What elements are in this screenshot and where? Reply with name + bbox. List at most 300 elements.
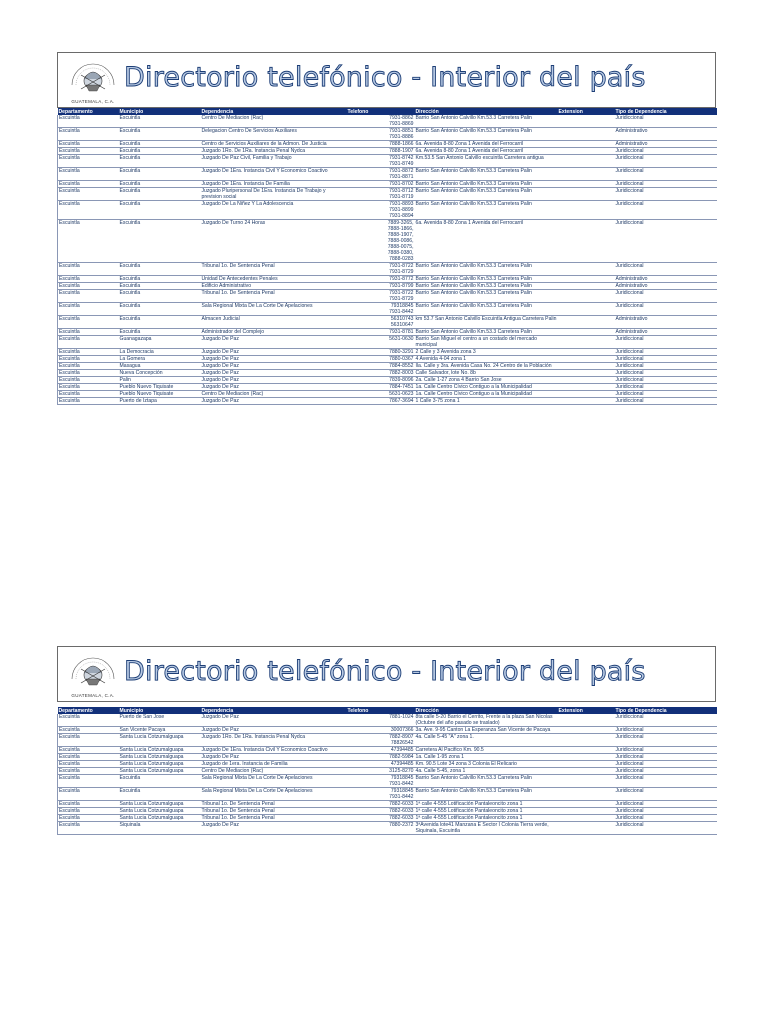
cell-departamento: Escuintla bbox=[58, 336, 119, 349]
cell-extension bbox=[558, 363, 615, 370]
header-extension: Extension bbox=[558, 108, 583, 115]
table-row bbox=[58, 384, 717, 391]
cell-tipo-dependencia: Administrativo bbox=[615, 141, 717, 148]
cell-direccion: Barrio San Antonio Calvillo Km.53.3 Carretera Palin bbox=[415, 263, 558, 276]
cell-departamento: Escuintla bbox=[58, 815, 119, 822]
cell-tipo-dependencia: Juridiccional bbox=[615, 391, 717, 398]
cell-extension bbox=[558, 168, 615, 181]
cell-extension bbox=[558, 128, 615, 141]
cell-dependencia: Edificio Administrativo bbox=[201, 283, 347, 290]
cell-dependencia: Sala Regional Mixta De La Corte De Apelaciones bbox=[201, 775, 347, 788]
cell-tipo-dependencia: Juridiccional bbox=[615, 714, 717, 727]
cell-dependencia: Unidad De Antecedentes Penales bbox=[201, 276, 347, 283]
table-row bbox=[58, 815, 717, 822]
cell-municipio: Escuintla bbox=[119, 181, 201, 188]
cell-tipo-dependencia: Administrativo bbox=[615, 128, 717, 141]
cell-departamento: Escuintla bbox=[58, 768, 119, 775]
cell-tipo-dependencia: Juridiccional bbox=[615, 775, 717, 788]
cell-tipo-dependencia: Juridiccional bbox=[615, 115, 717, 128]
cell-direccion: Carretera Al Pacifico Km. 90.5 bbox=[415, 747, 558, 754]
cell-telefono: 56310743 56310647 bbox=[347, 316, 415, 329]
cell-departamento: Escuintla bbox=[58, 363, 119, 370]
table-row bbox=[58, 128, 717, 141]
cell-dependencia: Juzgado De Paz bbox=[201, 356, 347, 363]
table-row bbox=[58, 220, 717, 263]
cell-municipio: Santa Lucia Cotzumalguapa bbox=[119, 815, 201, 822]
cell-extension bbox=[558, 754, 615, 761]
cell-telefono: 47394485 bbox=[347, 761, 415, 768]
cell-extension bbox=[558, 714, 615, 727]
cell-departamento: Escuintla bbox=[58, 283, 119, 290]
cell-municipio: Puerto de Iztapa bbox=[119, 398, 201, 405]
cell-tipo-dependencia: Juridiccional bbox=[615, 754, 717, 761]
cell-extension bbox=[558, 336, 615, 349]
table-header-row bbox=[58, 108, 717, 115]
cell-municipio: Escuintla bbox=[119, 201, 201, 220]
cell-telefono: 7882-6033 bbox=[347, 815, 415, 822]
cell-direccion: Barrio San Antonio Calvillo Km.53.3 Carretera Palin bbox=[415, 276, 558, 283]
table-header-row bbox=[58, 707, 717, 714]
cell-municipio: Escuintla bbox=[119, 141, 201, 148]
cell-departamento: Escuintla bbox=[58, 168, 119, 181]
cell-dependencia: Juzgado 1Ro. De 1Ra. Instancia Penal Nydca bbox=[201, 734, 347, 747]
cell-municipio: Escuintla bbox=[119, 263, 201, 276]
cell-telefono: 7882-6033 bbox=[347, 808, 415, 815]
table-row bbox=[58, 377, 717, 384]
header-telefono: Telefono bbox=[347, 707, 369, 714]
cell-extension bbox=[558, 761, 615, 768]
table-row bbox=[58, 303, 717, 316]
cell-extension bbox=[558, 788, 615, 801]
cell-departamento: Escuintla bbox=[58, 775, 119, 788]
cell-tipo-dependencia: Juridiccional bbox=[615, 201, 717, 220]
cell-extension bbox=[558, 201, 615, 220]
cell-direccion: 1a. Calle Centro Cívico Contiguo a la Municipalidad bbox=[415, 384, 558, 391]
cell-direccion: Km.53.5 San Antonio Calvillo escuintla Carretera antigua bbox=[415, 155, 558, 168]
cell-telefono: 79318845 7931-8442 bbox=[347, 788, 415, 801]
cell-dependencia: Juzgado De Paz bbox=[201, 349, 347, 356]
cell-dependencia: Tribunal 1o. De Sentencia Penal bbox=[201, 290, 347, 303]
cell-municipio: Escuintla bbox=[119, 220, 201, 263]
cell-dependencia: Juzgado De Paz bbox=[201, 336, 347, 349]
cell-tipo-dependencia: Juridiccional bbox=[615, 220, 717, 263]
cell-extension bbox=[558, 220, 615, 263]
table-row bbox=[58, 316, 717, 329]
cell-departamento: Escuintla bbox=[58, 188, 119, 201]
cell-dependencia: Juzgado De Paz bbox=[201, 384, 347, 391]
cell-extension bbox=[558, 775, 615, 788]
cell-tipo-dependencia: Administrativo bbox=[615, 329, 717, 336]
cell-tipo-dependencia: Juridiccional bbox=[615, 768, 717, 775]
cell-municipio: Escuintla bbox=[119, 128, 201, 141]
cell-municipio: Escuintla bbox=[119, 290, 201, 303]
cell-direccion: Barrio San Antonio Calvillo Km.53.3 Carretera Palin bbox=[415, 283, 558, 290]
header-dependencia: Dependencia bbox=[201, 707, 234, 714]
cell-municipio: Masagua bbox=[119, 363, 201, 370]
cell-extension bbox=[558, 316, 615, 329]
cell-telefono: 5631-0630 bbox=[347, 336, 415, 349]
seal-caption: GUATEMALA, C.A. bbox=[71, 693, 115, 698]
cell-tipo-dependencia: Juridiccional bbox=[615, 349, 717, 356]
table-row bbox=[58, 181, 717, 188]
cell-extension bbox=[558, 822, 615, 835]
table-row bbox=[58, 754, 717, 761]
cell-municipio: Escuintla bbox=[119, 788, 201, 801]
cell-dependencia: Juzgado De Paz bbox=[201, 754, 347, 761]
cell-extension bbox=[558, 391, 615, 398]
cell-telefono: 7888-1907 bbox=[347, 148, 415, 155]
cell-telefono: 7931-8722 7931-8729 bbox=[347, 290, 415, 303]
cell-direccion: 3a. Ave. 9-95 Canton La Esperanza San Vicente de Pacaya bbox=[415, 727, 558, 734]
cell-telefono: 7881-1024 bbox=[347, 714, 415, 727]
cell-municipio: Escuintla bbox=[119, 329, 201, 336]
page-title: Directorio telefónico - Interior del país bbox=[124, 656, 646, 687]
cell-municipio: Siquinala bbox=[119, 822, 201, 835]
cell-municipio: La Democracia bbox=[119, 349, 201, 356]
table-row bbox=[58, 768, 717, 775]
header-direccion: Dirección bbox=[415, 707, 439, 714]
table-row bbox=[58, 801, 717, 808]
judicial-seal-icon bbox=[64, 55, 122, 103]
cell-direccion: 1a. Calle 1-95 zona 1 bbox=[415, 754, 558, 761]
cell-departamento: Escuintla bbox=[58, 276, 119, 283]
cell-departamento: Escuintla bbox=[58, 734, 119, 747]
cell-municipio: Santa Lucia Cotzumalguapa bbox=[119, 761, 201, 768]
cell-direccion: Barrio San Antonio Calvillo Km.53.3 Carretera Palin bbox=[415, 181, 558, 188]
cell-departamento: Escuintla bbox=[58, 801, 119, 808]
cell-telefono: 47394485 bbox=[347, 747, 415, 754]
cell-departamento: Escuintla bbox=[58, 808, 119, 815]
cell-dependencia: Juzgado De Paz Civil, Familia y Trabajo bbox=[201, 155, 347, 168]
cell-extension bbox=[558, 768, 615, 775]
cell-municipio: Puerto de San Jose bbox=[119, 714, 201, 727]
cell-telefono: 7931-8851 7931-8886 bbox=[347, 128, 415, 141]
cell-dependencia: Centro De Mediacion (Rac) bbox=[201, 391, 347, 398]
table-row bbox=[58, 734, 717, 747]
cell-direccion: 1a. Calle Centro Cívico Contiguo a la Municipalidad bbox=[415, 391, 558, 398]
header-municipio: Municipio bbox=[119, 707, 144, 714]
cell-municipio: Santa Lucia Cotzumalguapa bbox=[119, 768, 201, 775]
judicial-seal-icon bbox=[64, 649, 122, 697]
cell-tipo-dependencia: Juridiccional bbox=[615, 747, 717, 754]
cell-tipo-dependencia: Juridiccional bbox=[615, 181, 717, 188]
cell-direccion: 6a. Avenida 8-80 Zona 1 Avenida del Ferrocarril bbox=[415, 220, 558, 263]
cell-dependencia: Centro De Mediacion (Rac) bbox=[201, 768, 347, 775]
cell-extension bbox=[558, 188, 615, 201]
cell-telefono: 7931-8772 bbox=[347, 276, 415, 283]
cell-departamento: Escuintla bbox=[58, 384, 119, 391]
cell-municipio: Escuintla bbox=[119, 283, 201, 290]
cell-dependencia: Juzgado 1Ro. De 1Ra. Instancia Penal Nydca bbox=[201, 148, 347, 155]
cell-departamento: Escuintla bbox=[58, 290, 119, 303]
cell-extension bbox=[558, 398, 615, 405]
cell-municipio: Santa Lucia Cotzumalguapa bbox=[119, 747, 201, 754]
cell-telefono: 79318845 7931-8442 bbox=[347, 303, 415, 316]
table-row bbox=[58, 714, 717, 727]
cell-departamento: Escuintla bbox=[58, 220, 119, 263]
header-tipo-dependencia: Tipo de Dependencia bbox=[615, 108, 667, 115]
cell-direccion: Barrio San Antonio Calvillo Km.53.3 Carretera Palin bbox=[415, 775, 558, 788]
seal-caption: GUATEMALA, C.A. bbox=[71, 99, 115, 104]
cell-telefono: 7931-8799 bbox=[347, 283, 415, 290]
cell-direccion: Ila. Calle y 3ra. Avenida Casa No. 24 Centro de la Población bbox=[415, 363, 558, 370]
cell-telefono: 7931-8712 7931-8719 bbox=[347, 188, 415, 201]
cell-departamento: Escuintla bbox=[58, 714, 119, 727]
cell-departamento: Escuintla bbox=[58, 128, 119, 141]
directory-table bbox=[57, 707, 717, 835]
cell-direccion: Barrio San Antonio Calvillo Km.53.3 Carretera Palin bbox=[415, 168, 558, 181]
cell-tipo-dependencia: Juridiccional bbox=[615, 808, 717, 815]
cell-municipio: Escuintla bbox=[119, 775, 201, 788]
cell-tipo-dependencia: Juridiccional bbox=[615, 188, 717, 201]
cell-dependencia: Administrador del Complejo bbox=[201, 329, 347, 336]
cell-tipo-dependencia: Juridiccional bbox=[615, 290, 717, 303]
cell-dependencia: Juzgado De Paz bbox=[201, 363, 347, 370]
cell-municipio: Santa Lucia Cotzumalguapa bbox=[119, 808, 201, 815]
cell-extension bbox=[558, 808, 615, 815]
cell-tipo-dependencia: Juridiccional bbox=[615, 263, 717, 276]
cell-municipio: Santa Lucia Cotzumalguapa bbox=[119, 734, 201, 747]
cell-telefono: 7880-3291 bbox=[347, 349, 415, 356]
cell-telefono: 7880-2372 bbox=[347, 822, 415, 835]
cell-extension bbox=[558, 377, 615, 384]
cell-dependencia: Juzgado De Paz bbox=[201, 822, 347, 835]
cell-telefono: 7867-3694 bbox=[347, 398, 415, 405]
cell-departamento: Escuintla bbox=[58, 822, 119, 835]
table-row bbox=[58, 747, 717, 754]
cell-dependencia: Juzgado De Paz bbox=[201, 398, 347, 405]
cell-departamento: Escuintla bbox=[58, 349, 119, 356]
table-row bbox=[58, 201, 717, 220]
table-row bbox=[58, 398, 717, 405]
table-row bbox=[58, 356, 717, 363]
cell-telefono: 7931-8742 7931-8749 bbox=[347, 155, 415, 168]
table-row bbox=[58, 188, 717, 201]
cell-departamento: Escuintla bbox=[58, 201, 119, 220]
cell-municipio: Escuintla bbox=[119, 316, 201, 329]
table-row bbox=[58, 115, 717, 128]
cell-telefono: 7931-8862 7931-8869 bbox=[347, 115, 415, 128]
cell-extension bbox=[558, 734, 615, 747]
cell-direccion: Barrio San Antonio Calvillo Km.53.3 Carretera Palin bbox=[415, 290, 558, 303]
cell-departamento: Escuintla bbox=[58, 181, 119, 188]
table-row bbox=[58, 363, 717, 370]
cell-dependencia: Tribunal 1o. De Sentencia Penal bbox=[201, 801, 347, 808]
cell-tipo-dependencia: Juridiccional bbox=[615, 801, 717, 808]
cell-extension bbox=[558, 263, 615, 276]
directory-table bbox=[57, 108, 717, 405]
cell-direccion: Barrio San Antonio Calvillo Km.53.3 Carretera Palin bbox=[415, 303, 558, 316]
cell-dependencia: Sala Regional Mixta De La Corte De Apelaciones bbox=[201, 303, 347, 316]
cell-tipo-dependencia: Juridiccional bbox=[615, 384, 717, 391]
header-departamento: Departamento bbox=[58, 108, 93, 115]
cell-departamento: Escuintla bbox=[58, 761, 119, 768]
cell-departamento: Escuintla bbox=[58, 391, 119, 398]
table-row bbox=[58, 775, 717, 788]
cell-direccion: 2a. Calle 1-27 zona 4 Barrio San Jose bbox=[415, 377, 558, 384]
cell-extension bbox=[558, 141, 615, 148]
cell-departamento: Escuintla bbox=[58, 788, 119, 801]
table-row bbox=[58, 290, 717, 303]
table-row bbox=[58, 141, 717, 148]
cell-dependencia: Tribunal 1o. De Sentencia Penal bbox=[201, 815, 347, 822]
header-tipo-dependencia: Tipo de Dependencia bbox=[615, 707, 667, 714]
table-row bbox=[58, 391, 717, 398]
cell-extension bbox=[558, 115, 615, 128]
cell-direccion: Barrio San Antonio Calvillo Km.53.3 Carretera Palin bbox=[415, 115, 558, 128]
cell-extension bbox=[558, 727, 615, 734]
cell-municipio: Guanagazapa bbox=[119, 336, 201, 349]
cell-municipio: Escuintla bbox=[119, 148, 201, 155]
page-title: Directorio telefónico - Interior del país bbox=[124, 62, 646, 93]
cell-departamento: Escuintla bbox=[58, 316, 119, 329]
cell-direccion: km 53.7 San Antonio Calvillo Escuintla Antigua Carretera Palin bbox=[415, 316, 558, 329]
cell-departamento: Escuintla bbox=[58, 370, 119, 377]
cell-extension bbox=[558, 181, 615, 188]
cell-telefono: 7931-8872 7931-8871 bbox=[347, 168, 415, 181]
table-row bbox=[58, 283, 717, 290]
cell-departamento: Escuintla bbox=[58, 148, 119, 155]
header-direccion: Dirección bbox=[415, 108, 439, 115]
cell-telefono: 79318845 7931-8442 bbox=[347, 775, 415, 788]
cell-telefono: 7888-1866 bbox=[347, 141, 415, 148]
cell-tipo-dependencia: Juridiccional bbox=[615, 788, 717, 801]
cell-tipo-dependencia: Juridiccional bbox=[615, 727, 717, 734]
cell-tipo-dependencia: Juridiccional bbox=[615, 303, 717, 316]
cell-municipio: La Gomera bbox=[119, 356, 201, 363]
table-row bbox=[58, 788, 717, 801]
table-row bbox=[58, 370, 717, 377]
cell-dependencia: Delegacion Centro De Servicios Auxiliares bbox=[201, 128, 347, 141]
table-row bbox=[58, 276, 717, 283]
cell-dependencia: Juzgado Pluripersonal De 1Era. Instancia De Trabajo y prevision social bbox=[201, 188, 347, 201]
header-municipio: Municipio bbox=[119, 108, 144, 115]
cell-direccion: 1ª calle 4-555 Lotificación Pantaleoncito zona 1 bbox=[415, 815, 558, 822]
cell-tipo-dependencia: Juridiccional bbox=[615, 734, 717, 747]
cell-extension bbox=[558, 155, 615, 168]
cell-tipo-dependencia: Juridiccional bbox=[615, 148, 717, 155]
cell-direccion: 1ª calle 4-555 Lotificación Pantaleoncito zona 1 bbox=[415, 808, 558, 815]
cell-direccion: 6a. Avenida 8-80 Zona 1 Avenida del Ferrocarril bbox=[415, 148, 558, 155]
cell-telefono: 7839-8096 bbox=[347, 377, 415, 384]
cell-municipio: Santa Lucia Cotzumalguapa bbox=[119, 754, 201, 761]
cell-departamento: Escuintla bbox=[58, 263, 119, 276]
cell-extension bbox=[558, 815, 615, 822]
cell-municipio: Pueblo Nuevo Tiquisate bbox=[119, 384, 201, 391]
cell-tipo-dependencia: Juridiccional bbox=[615, 370, 717, 377]
cell-dependencia: Juzgado De 1Era. Instancia De Familia bbox=[201, 181, 347, 188]
table-row bbox=[58, 349, 717, 356]
table-row bbox=[58, 148, 717, 155]
cell-dependencia: Juzgado De Paz bbox=[201, 370, 347, 377]
cell-departamento: Escuintla bbox=[58, 155, 119, 168]
header-dependencia: Dependencia bbox=[201, 108, 234, 115]
cell-direccion: Calle Salvador, lote No. 8b bbox=[415, 370, 558, 377]
cell-tipo-dependencia: Juridiccional bbox=[615, 815, 717, 822]
cell-extension bbox=[558, 303, 615, 316]
cell-departamento: Escuintla bbox=[58, 356, 119, 363]
table-row bbox=[58, 822, 717, 835]
cell-direccion: 6a. Avenida 8-80 Zona 1 Avenida del Ferrocarril bbox=[415, 141, 558, 148]
cell-tipo-dependencia: Juridiccional bbox=[615, 168, 717, 181]
cell-direccion: 3ªAvenida lote41 Manzana E Sector I Colonia Tierra verde, Siquinala, Escuintla bbox=[415, 822, 558, 835]
cell-direccion: Barrio San Antonio Calvillo Km.53.3 Carretera Palin bbox=[415, 188, 558, 201]
cell-departamento: Escuintla bbox=[58, 377, 119, 384]
cell-telefono: 7880-0367 bbox=[347, 356, 415, 363]
cell-tipo-dependencia: Administrativo bbox=[615, 316, 717, 329]
cell-extension bbox=[558, 384, 615, 391]
cell-departamento: Escuintla bbox=[58, 303, 119, 316]
cell-departamento: Escuintla bbox=[58, 747, 119, 754]
cell-direccion: 2 Calle y 3 Avenida zona 3 bbox=[415, 349, 558, 356]
cell-extension bbox=[558, 349, 615, 356]
cell-direccion: Barrio San Miguel el centro a un costado del mercado municipal bbox=[415, 336, 558, 349]
cell-tipo-dependencia: Juridiccional bbox=[615, 761, 717, 768]
cell-direccion: Km. 90.5 Lote 34 zona 3 Colonia El Relicario bbox=[415, 761, 558, 768]
cell-direccion: Barrio San Antonio Calvillo Km.53.3 Carretera Palin bbox=[415, 128, 558, 141]
cell-dependencia: Almacen Judicial bbox=[201, 316, 347, 329]
cell-telefono: 7882-8003 bbox=[347, 370, 415, 377]
cell-municipio: Pueblo Nuevo Tiquisate bbox=[119, 391, 201, 398]
cell-extension bbox=[558, 801, 615, 808]
cell-municipio: Escuintla bbox=[119, 276, 201, 283]
cell-telefono: 7931-8781 bbox=[347, 329, 415, 336]
cell-municipio: Santa Lucia Cotzumalguapa bbox=[119, 801, 201, 808]
cell-departamento: Escuintla bbox=[58, 398, 119, 405]
cell-departamento: Escuintla bbox=[58, 727, 119, 734]
cell-telefono: 7931-8702 bbox=[347, 181, 415, 188]
cell-extension bbox=[558, 276, 615, 283]
cell-telefono: 7931-8722 7931-8729 bbox=[347, 263, 415, 276]
header-telefono: Telefono bbox=[347, 108, 369, 115]
cell-dependencia: Centro de Servicios Auxiliares de la Admon. De Justicia bbox=[201, 141, 347, 148]
table-row bbox=[58, 808, 717, 815]
cell-direccion: 4a. Calle 5-45, zona 1 bbox=[415, 768, 558, 775]
cell-telefono: 3125-8270 bbox=[347, 768, 415, 775]
cell-direccion: 4a. Calle 5-45 "A" zona 1. bbox=[415, 734, 558, 747]
cell-telefono: 7931-8893 7931-8899 7931-8894 bbox=[347, 201, 415, 220]
cell-municipio: Escuintla bbox=[119, 115, 201, 128]
cell-extension bbox=[558, 370, 615, 377]
table-row bbox=[58, 727, 717, 734]
table-row bbox=[58, 336, 717, 349]
cell-telefono: 7884-8552 bbox=[347, 363, 415, 370]
cell-extension bbox=[558, 356, 615, 363]
cell-direccion: Barrio San Antonio Calvillo Km.53.3 Carretera Palin bbox=[415, 201, 558, 220]
cell-departamento: Escuintla bbox=[58, 754, 119, 761]
table-row bbox=[58, 329, 717, 336]
cell-tipo-dependencia: Juridiccional bbox=[615, 356, 717, 363]
cell-municipio: Escuintla bbox=[119, 188, 201, 201]
header-departamento: Departamento bbox=[58, 707, 93, 714]
cell-direccion: 1ª calle 4-555 Lotificación Pantaleoncito zona 1 bbox=[415, 801, 558, 808]
cell-telefono: 7889-3265, 7888-1866, 7888-1907, 7888-0086, 7888-0075, 7888-0380, 7888-0283 bbox=[347, 220, 415, 263]
cell-tipo-dependencia: Administrativo bbox=[615, 276, 717, 283]
cell-direccion: Barrio San Antonio Calvillo Km.53.3 Carretera Palin bbox=[415, 329, 558, 336]
table-row bbox=[58, 263, 717, 276]
cell-tipo-dependencia: Juridiccional bbox=[615, 398, 717, 405]
header-extension: Extension bbox=[558, 707, 583, 714]
cell-direccion: Barrio San Antonio Calvillo Km.53.3 Carretera Palin bbox=[415, 788, 558, 801]
cell-municipio: Escuintla bbox=[119, 155, 201, 168]
cell-tipo-dependencia: Juridiccional bbox=[615, 336, 717, 349]
cell-tipo-dependencia: Administrativo bbox=[615, 283, 717, 290]
page-2-banner bbox=[57, 646, 716, 702]
cell-extension bbox=[558, 290, 615, 303]
cell-municipio: San Vicente Pacaya bbox=[119, 727, 201, 734]
cell-extension bbox=[558, 283, 615, 290]
cell-tipo-dependencia: Juridiccional bbox=[615, 155, 717, 168]
